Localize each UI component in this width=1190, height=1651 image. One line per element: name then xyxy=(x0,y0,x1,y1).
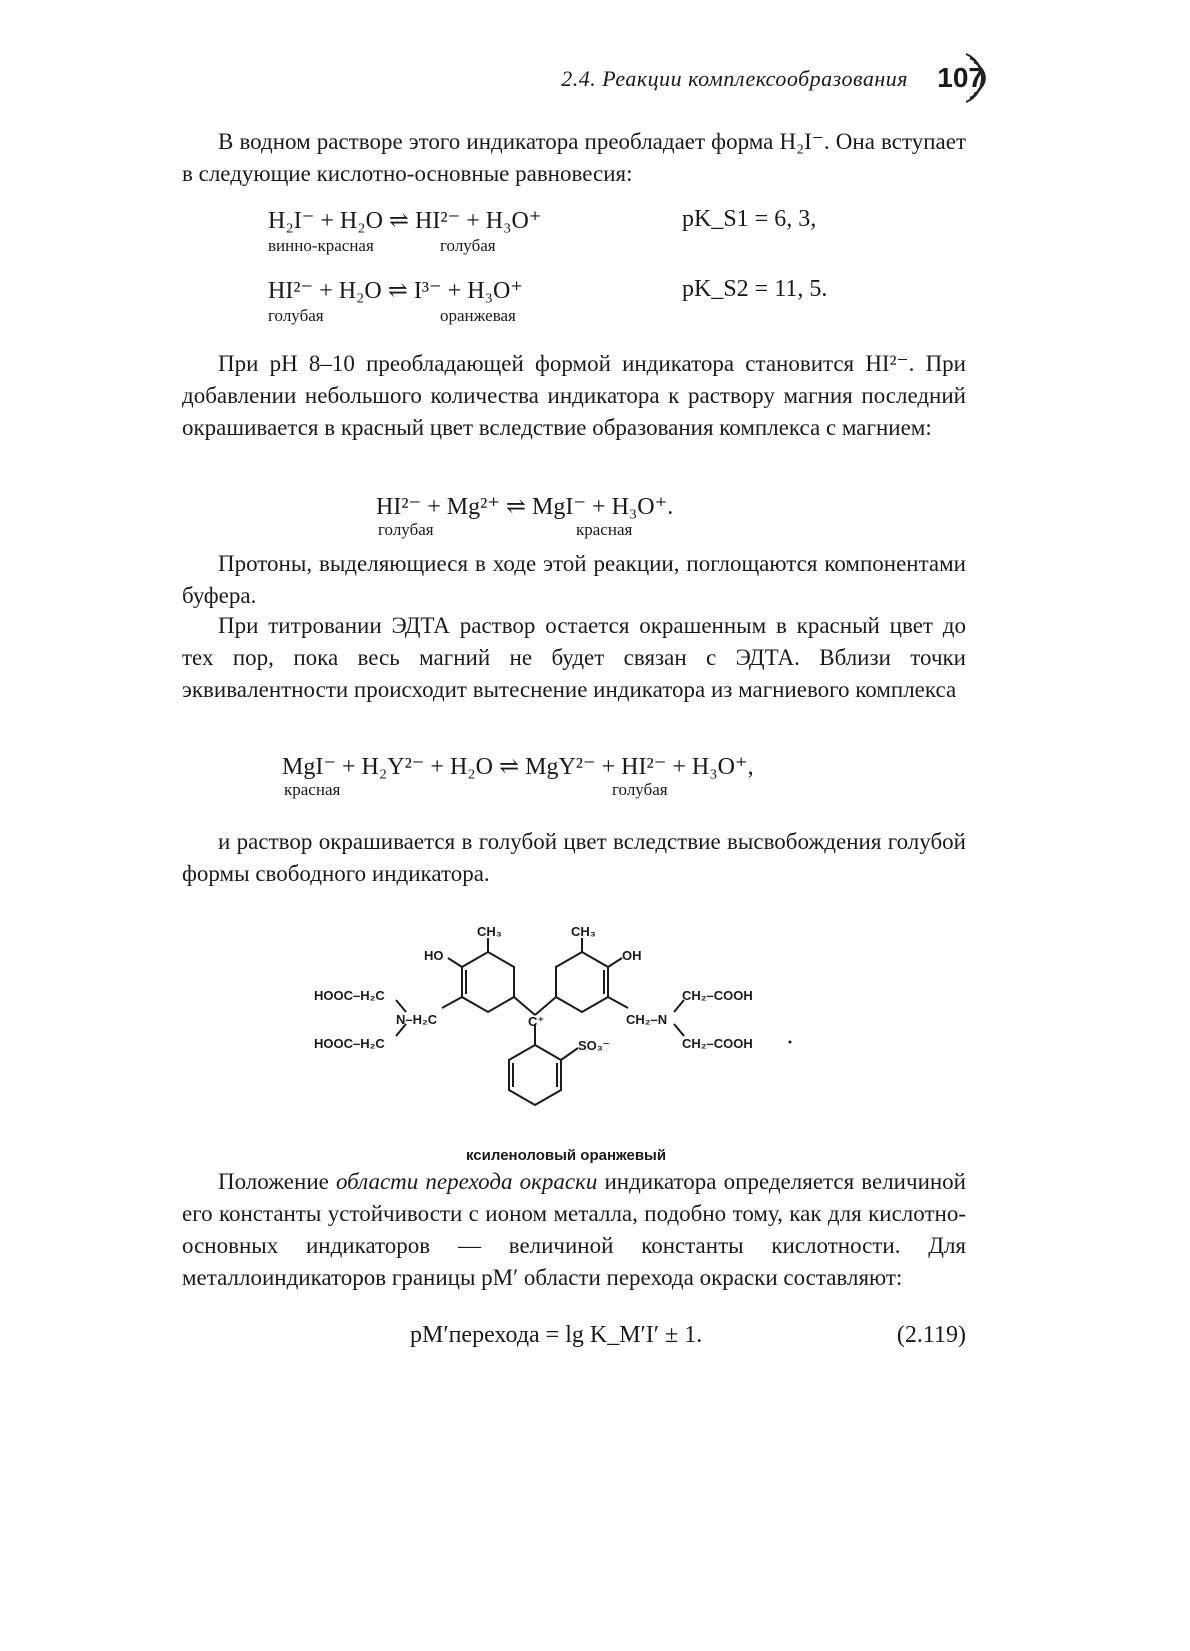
hooc-h2c-top-label: HOOC–H₂C xyxy=(314,988,385,1003)
running-title: 2.4. Реакции комплексообразования xyxy=(561,66,908,91)
ch3-right-label: CH₃ xyxy=(571,924,596,939)
eq1-label-left: винно-красная xyxy=(268,236,374,255)
equation-3: HI²⁻ + Mg²⁺ ⇌ MgI⁻ + H₃O⁺. xyxy=(376,494,674,520)
hooc-h2c-bottom-label: HOOC–H₂C xyxy=(314,1036,385,1051)
equation-2: HI²⁻ + H₂O ⇌ I³⁻ + H₃O⁺ xyxy=(268,278,523,304)
so3-label: SO₃⁻ xyxy=(578,1038,610,1053)
equation-5: pM′перехода = lg K_M′I′ ± 1. xyxy=(410,1322,703,1348)
equation-number: (2.119) xyxy=(896,1322,966,1348)
eq4-label-right: голубая xyxy=(612,780,668,799)
oh-label: OH xyxy=(622,948,642,963)
eq2-label-left: голубая xyxy=(268,306,324,325)
xylenol-orange-structure xyxy=(314,924,840,1145)
page-number-ornament-icon xyxy=(960,50,1000,106)
paragraph-3: Протоны, выделяющиеся в ходе этой реакции, поглощаются компонентами буфера. xyxy=(182,551,966,608)
structure-caption: ксиленоловый оранжевый xyxy=(466,1147,667,1164)
paragraph-6: Положение области перехода окраски индикатора определяется величиной его константы устойчивости с ионом металла, подобно тому, как для кислотно-основных индикаторов — величиной константы кислотности. Для металлоиндикаторов границы pM′ области перехода окраски составляют: xyxy=(182,1169,966,1290)
eq3-label-left: голубая xyxy=(378,520,434,539)
c-plus-label: C⁺ xyxy=(528,1014,545,1029)
eq3-label-right: красная xyxy=(576,520,633,539)
paragraph-1: В водном растворе этого индикатора преобладает форма H₂I⁻. Она вступает в следующие кислотно-основные равновесия: xyxy=(182,129,966,186)
ch2-cooh-bottom-label: CH₂–COOH xyxy=(682,1036,753,1051)
eq2-constant: pK_S2 = 11, 5. xyxy=(682,276,828,302)
paragraph-5: и раствор окрашивается в голубой цвет вследствие высвобождения голубой формы свободного индикатора. xyxy=(182,829,966,886)
paragraph-4: При титровании ЭДТА раствор остается окрашенным в красный цвет до тех пор, пока весь магний не будет связан с ЭДТА. Вблизи точки эквивалентности происходит вытеснение индикатора из магниевого комплекса xyxy=(182,613,966,702)
ho-label: HO xyxy=(424,948,444,963)
ch2-n-label: CH₂–N xyxy=(626,1012,668,1027)
paragraph-2: При pH 8–10 преобладающей формой индикатора становится HI²⁻. При добавлении небольшого количества индикатора к раствору магния последний окрашивается в красный цвет вследствие образования комплекса с магнием: xyxy=(182,351,966,440)
equation-4: MgI⁻ + H₂Y²⁻ + H₂O ⇌ MgY²⁻ + HI²⁻ + H₃O⁺, xyxy=(282,754,754,780)
italic-term: области перехода окраски xyxy=(335,1169,598,1194)
page-number: 107 xyxy=(937,62,984,93)
equation-1: H₂I⁻ + H₂O ⇌ HI²⁻ + H₃O⁺ xyxy=(268,208,542,234)
ch2-cooh-top-label: CH₂–COOH xyxy=(682,988,753,1003)
n-h2c-label: N–H₂C xyxy=(396,1012,438,1027)
eq4-label-left: красная xyxy=(284,780,341,799)
eq1-constant: pK_S1 = 6, 3, xyxy=(682,206,817,232)
running-header xyxy=(510,62,1000,112)
ch3-left-label: CH₃ xyxy=(477,924,502,939)
eq2-label-right: оранжевая xyxy=(440,306,516,325)
eq1-label-right: голубая xyxy=(440,236,496,255)
